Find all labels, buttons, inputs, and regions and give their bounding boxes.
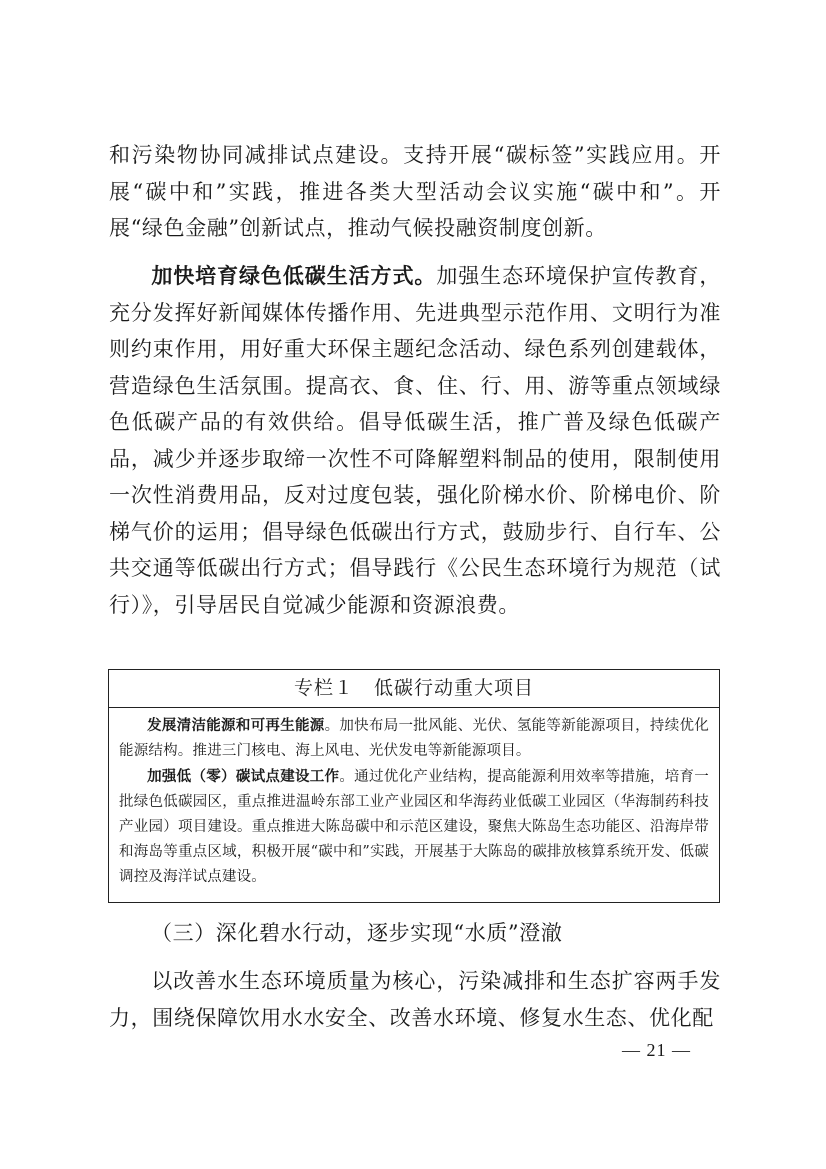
feature-box-item-body: 。加快布局一批风能、光伏、氢能等新能源项目，持续优化能源结构。推进三门核电、海上风电、光伏发电等新能源项目。 <box>119 718 709 759</box>
feature-box-body <box>109 708 719 890</box>
paragraph-water-action <box>109 963 721 1036</box>
feature-box-item-low-carbon-pilot <box>119 764 709 890</box>
feature-box-item-lead: 加强低（零）碳试点建设工作 <box>147 768 340 785</box>
feature-box <box>108 669 720 903</box>
feature-box-item-clean-energy <box>119 713 709 764</box>
page-number: — 21 — <box>622 1040 691 1060</box>
section-heading: （三）深化碧水行动，逐步实现“水质”澄澈 <box>151 921 563 945</box>
feature-box-item-lead: 发展清洁能源和可再生能源 <box>147 717 325 734</box>
paragraph-body-text: 以改善水生态环境质量为核心，污染减排和生态扩容两手发力，围绕保障饮用水水安全、改善水环境、修复水生态、优化配 <box>109 969 721 1030</box>
paragraph-body-text: 加强生态环境保护宣传教育，充分发挥好新闻媒体传播作用、先进典型示范作用、文明行为准则约束作用，用好重大环保主题纪念活动、绿色系列创建载体，营造绿色生活氛围。提高衣、食、住、行、用、游等重点领域绿色低碳产品的有效供给。倡导低碳生活，推广普及绿色低碳产品，减少并逐步取缔一次性不可降解塑料制品的使用，限制使用一次性消费用品，反对过度包装，强化阶梯水价、阶梯电价、阶梯气价的运用；倡导绿色低碳出行方式，鼓励步行、自行车、公共交通等低碳出行方式；倡导践行《公民生态环境行为规范（试行）》，引导居民自觉减少能源和资源浪费。 <box>109 264 721 617</box>
feature-box-item-body: 。通过优化产业结构，提高能源利用效率等措施，培育一批绿色低碳园区，重点推进温岭东部工业产业园区和华海药业低碳工业园区（华海制药科技产业园）项目建设。重点推进大陈岛碳中和示范区建设，聚焦大陈岛生态功能区、沿海岸带和海岛等重点区域，积极开展“碳中和”实践，开展基于大陈岛的碳排放核算系统开发、低碳调控及海洋试点建设。 <box>119 769 709 885</box>
paragraph-lead-heading: 加快培育绿色低碳生活方式。 <box>151 263 437 288</box>
paragraph-carbon-practice: 和污染物协同减排试点建设。支持开展“碳标签”实践应用。开展“碳中和”实践，推进各类大型活动会议实施“碳中和”。开展“绿色金融”创新试点，推动气候投融资制度创新。 <box>109 143 721 240</box>
feature-box-title: 专栏１ 低碳行动重大项目 <box>109 670 719 708</box>
paragraph-green-lifestyle <box>109 258 721 623</box>
